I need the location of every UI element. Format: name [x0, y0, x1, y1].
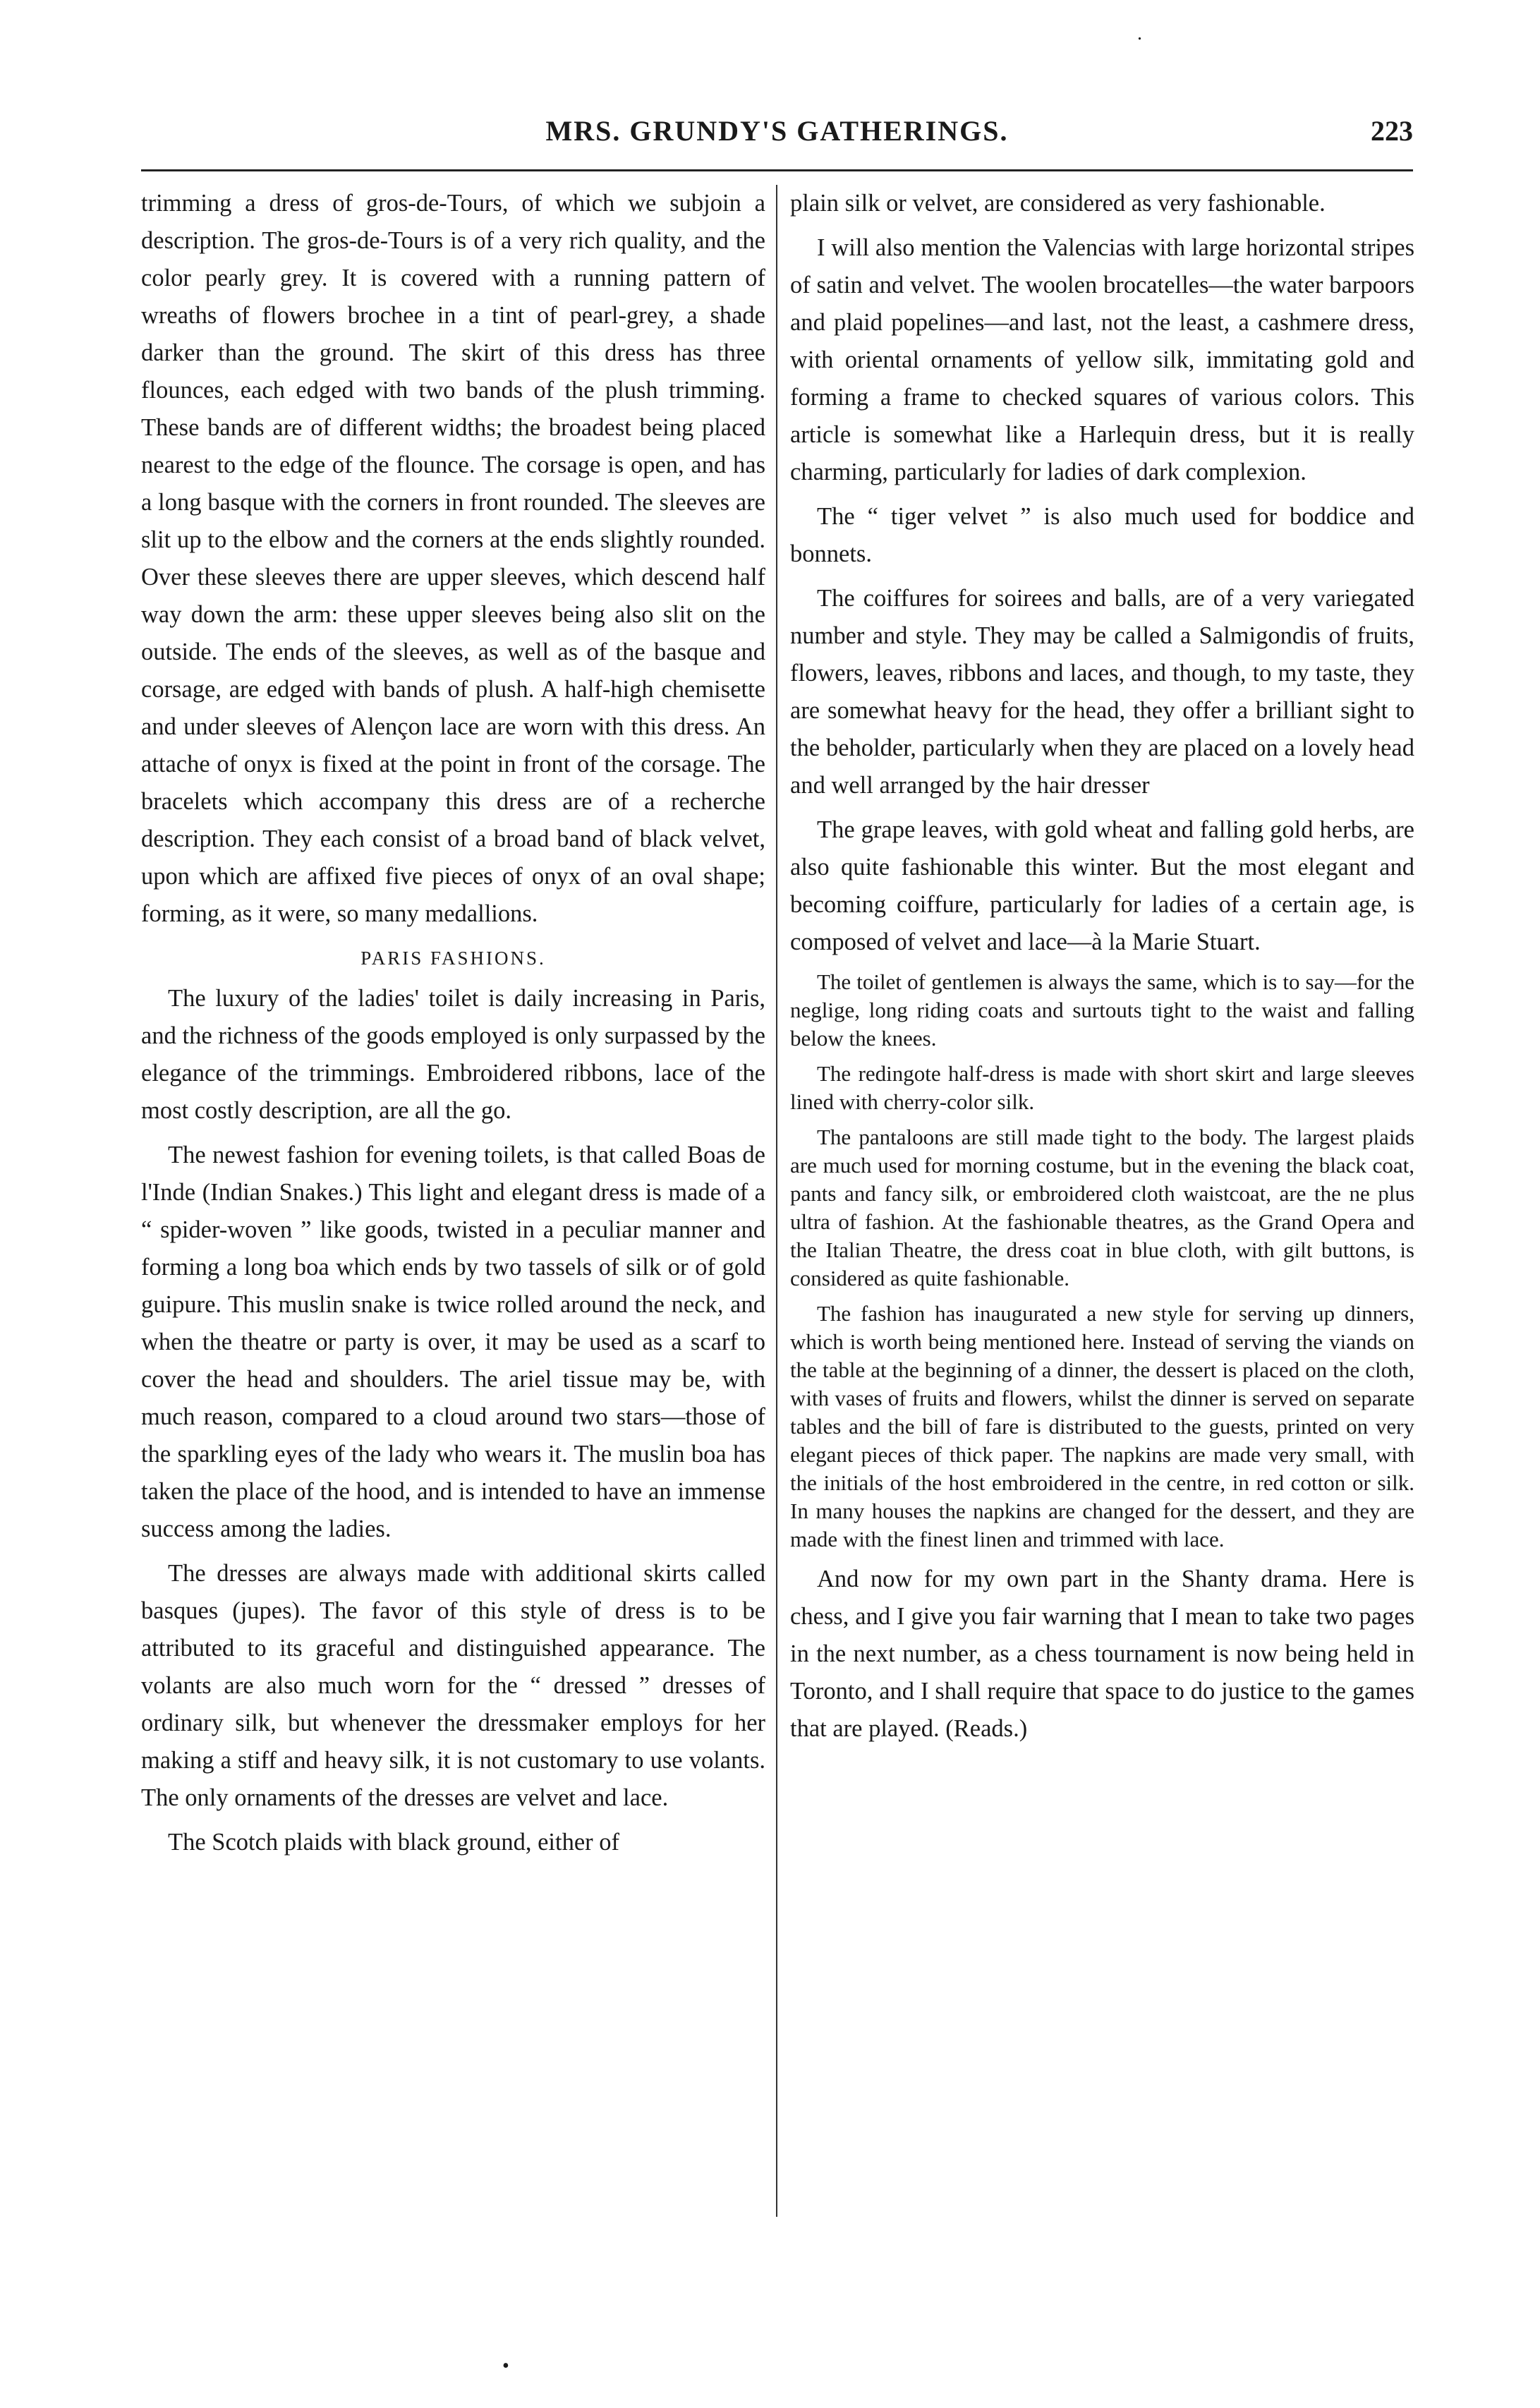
page-number: 223 — [1371, 115, 1413, 147]
header-rule — [141, 169, 1413, 171]
paragraph: The pantaloons are still made tight to the body. The largest plaids are much used for morning costume, but in the evening the black coat, pants and fancy silk, or embroidered cloth waistcoat, are the ne plus ultra of fashion. At the fashionable theatres, as the Grand Opera and the Italian Theatre, the dress coat in blue cloth, with gilt buttons, is considered as quite fashionable. — [790, 1125, 1414, 1290]
paragraph: The newest fashion for evening toilets, is that called Boas de l'Inde (Indian Snakes.) This light and elegant dress is made of a “ spider-woven ” like goods, twisted in a peculiar manner and forming a long boa which ends by two tassels of silk or of gold guipure. This muslin snake is twice rolled around the neck, and when the theatre or party is over, it may be used as a scarf to cover the head and shoulders. The ariel tissue may be, with much reason, compared to a cloud around two stars—those of the sparkling eyes of the lady who wears it. The muslin boa has taken the place of the hood, and is intended to have an immense success among the ladies. — [141, 1142, 765, 1542]
running-title: MRS. GRUNDY'S GATHERINGS. — [545, 115, 1009, 147]
paragraph: The redingote half-dress is made with short skirt and large sleeves lined with cherry-color silk. — [790, 1061, 1414, 1114]
paragraph: The coiffures for soirees and balls, are of a very variegated number and style. They may be called a Salmigondis of fruits, flowers, leaves, ribbons and laces, and though, to my taste, they are somewhat heavy for the head, they offer a brilliant sight to the beholder, particularly when they are placed on a lovely head and well arranged by the hair dresser — [790, 585, 1414, 799]
section-heading: PARIS FASHIONS. — [360, 948, 546, 969]
paragraph: The toilet of gentlemen is always the same, which is to say—for the neglige, long riding coats and surtouts tight to the waist and falling below the knees. — [790, 969, 1414, 1051]
right-column — [790, 185, 1414, 2231]
paragraph: The luxury of the ladies' toilet is daily increasing in Paris, and the richness of the goods employed is only surpassed by the elegance of the trimmings. Embroidered ribbons, lace of the most costly description, are all the go. — [141, 985, 765, 1124]
paragraph: The Scotch plaids with black ground, either of — [168, 1829, 620, 1856]
column-divider — [776, 185, 777, 2217]
left-column — [141, 185, 765, 2231]
paragraph: The “ tiger velvet ” is also much used for boddice and bonnets. — [790, 503, 1414, 567]
page-header — [141, 114, 1413, 165]
paragraph: And now for my own part in the Shanty drama. Here is chess, and I give you fair warning that I mean to take two pages in the next number, as a chess tournament is now being held in Toronto, and I shall require that space to do justice to the games that are played. (Reads.) — [790, 1566, 1414, 1742]
printer-mark: • — [502, 2355, 509, 2377]
paragraph: The grape leaves, with gold wheat and falling gold herbs, are also quite fashionable this winter. But the most elegant and becoming coiffure, particularly for ladies of a certain age, is composed of velvet and lace—à la Marie Stuart. — [790, 816, 1414, 955]
paragraph: I will also mention the Valencias with large horizontal stripes of satin and velvet. The woolen brocatelles—the water barpoors and plaid popelines—and last, not the least, a cashmere dress, with oriental ornaments of yellow silk, immitating gold and forming a frame to checked squares of various colors. This article is somewhat like a Harlequin dress, but it is really charming, particularly for ladies of dark complexion. — [790, 234, 1414, 485]
paragraph: The dresses are always made with additional skirts called basques (jupes). The favor of this style of dress is to be attributed to its graceful and distinguished appearance. The volants are also much worn for the “ dressed ” dresses of ordinary silk, but whenever the dressmaker employs for her making a stiff and heavy silk, it is not customary to use volants. The only ornaments of the dresses are velvet and lace. — [141, 1560, 765, 1811]
printer-mark: . — [1137, 23, 1142, 44]
paragraph: The fashion has inaugurated a new style for serving up dinners, which is worth being mentioned here. Instead of serving the viands on the table at the beginning of a dinner, the dessert is placed on the cloth, with vases of fruits and flowers, whilst the dinner is served on separate tables and the bill of fare is distributed to the guests, printed on very elegant pieces of thick paper. The napkins are made very small, with the initials of the host embroidered in the centre, in red cotton or silk. In many houses the napkins are changed for the dessert, and they are made with the finest linen and trimmed with lace. — [790, 1301, 1414, 1551]
paragraph: trimming a dress of gros-de-Tours, of which we subjoin a description. The gros-de-Tours is of a very rich quality, and the color pearly grey. It is covered with a running pattern of wreaths of flowers brochee in a tint of pearl-grey, a shade darker than the ground. The skirt of this dress has three flounces, each edged with two bands of the plush trimming. These bands are of different widths; the broadest being placed nearest to the edge of the flounce. The corsage is open, and has a long basque with the corners in front rounded. The sleeves are slit up to the elbow and the corners at the ends slightly rounded. Over these sleeves there are upper sleeves, which descend half way down the arm: these upper sleeves being also slit on the outside. The ends of the sleeves, as well as of the basque and corsage, are edged with bands of plush. A half-high chemisette and under sleeves of Alençon lace are worn with this dress. An attache of onyx is fixed at the point in front of the corsage. The bracelets which accompany this dress are of a recherche description. They each consist of a broad band of black velvet, upon which are affixed five pieces of onyx of an oval shape; forming, as it were, so many medallions. — [141, 190, 765, 927]
paragraph: plain silk or velvet, are considered as very fashionable. — [790, 190, 1326, 217]
